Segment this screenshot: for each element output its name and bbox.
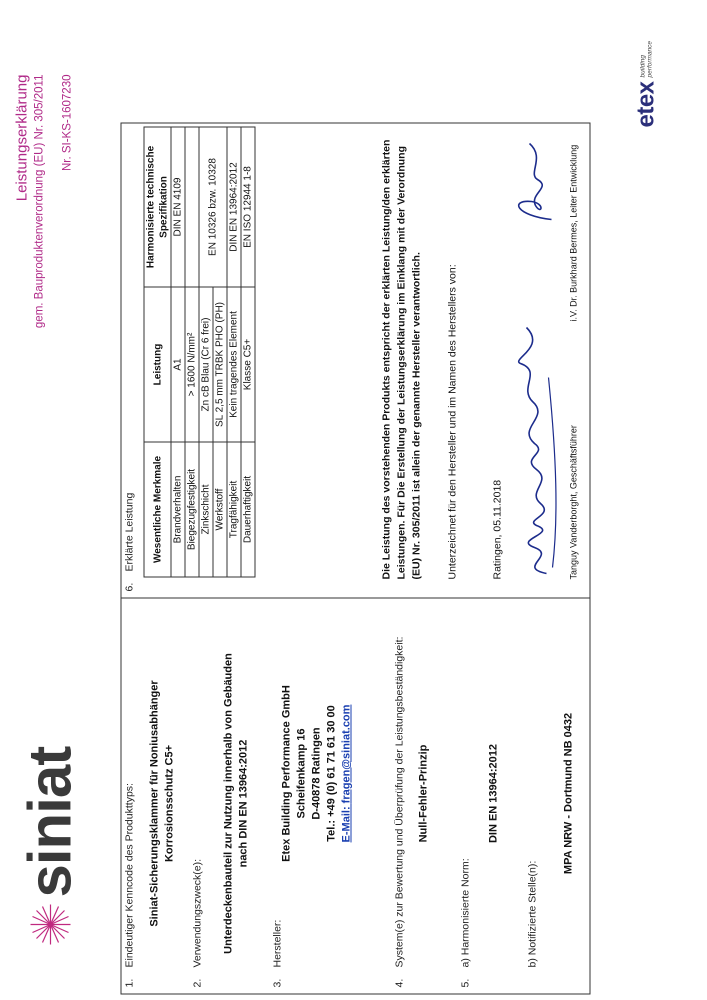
declaration-of-performance-sheet [1,0,707,1000]
cell-characteristic: Dauerhaftigkeit [241,442,255,577]
cell-performance: Kein tragendes Element [227,287,241,442]
document-title: Leistungserklärung [13,74,31,202]
declaration-statement: Die Leistung des vorstehenden Produkts entspricht der erklärten Leistung/den erklärten Leistungen. Für Die Erstellung der Leistungserklärung im Einklang mit der Verordnung (EU) Nr. 305/2011 ist allein der genannte Hersteller verantwortlich. [380,139,423,580]
section-5b-label: b) Notifizierte Stelle(n): [526,860,539,968]
section-1-label: 1.Eindeutiger Kenncode des Produkttyps: [123,783,136,988]
table-row [241,127,255,577]
signer-1-name: Tanguy Vanderborght, Geschäftsführer [568,425,579,580]
table-row [199,127,213,577]
etex-tagline: building performance [639,40,654,78]
cell-characteristic: Zinkschicht [199,442,213,577]
performance-table [144,127,256,578]
table-row [227,127,241,577]
signed-on-behalf: Unterzeichnet für den Hersteller und im Namen des Herstellers von: [446,264,459,580]
etex-logo [633,41,661,128]
header-characteristics: Wesentliche Merkmale [144,442,171,577]
cell-performance: Klasse C5+ [241,287,255,442]
section-3-label: 3.Hersteller: [271,919,284,988]
place-date: Ratingen, 05.11.2018 [491,479,504,580]
right-column [122,124,590,598]
cell-specification: DIN EN 4109 [171,127,185,287]
cell-performance: Zn cB Blau (Cr 6 frei) [199,287,213,442]
siniat-logo [16,746,84,948]
cell-performance: A1 [171,287,185,442]
cell-performance: > 1600 N/mm² [185,287,199,442]
signature-2 [502,138,564,228]
manufacturer-city: D-40878 Ratingen [310,727,323,820]
signature-1 [507,318,569,578]
etex-wordmark: etex [632,81,660,128]
starburst-icon [28,902,74,948]
logo-text: siniat [16,746,84,898]
product-code: Siniat-Sicherungsklammer für Noniusabhänger Korrosionsschutz C5+ [148,680,176,927]
email-link[interactable]: fragen@siniat.com [340,704,353,804]
intended-use: Unterdeckenbauteil zur Nutzung innerhalb von Gebäuden nach DIN EN 13964:2012 [222,653,250,954]
cell-specification [185,127,199,287]
manufacturer-street: Scheifenkamp 16 [295,728,308,819]
manufacturer-phone: Tel.: +49 (0) 61 71 61 30 00 [325,705,338,842]
cell-characteristic: Werkstoff [213,442,227,577]
document-subtitle: gem. Bauproduktenverordnung (EU) Nr. 305/2011 [33,74,46,329]
table-row [185,127,199,577]
table-row [171,127,185,577]
main-frame [121,123,591,995]
manufacturer-email: E-Mail: fragen@siniat.com [340,704,353,843]
document-header [13,75,76,329]
assessment-system: Null-Fehler-Prinzip [417,744,430,843]
cell-specification: EN ISO 12944 1-8 [241,127,255,287]
cell-specification: DIN EN 13964:2012 [227,127,241,287]
document-number: Nr. SI-KS-1607230 [61,74,74,172]
header-specification: Harmonisierte technische Spezifikation [144,127,171,287]
cell-characteristic: Biegezugfestigkeit [185,442,199,577]
section-2-label: 2.Verwendungszweck(e): [191,858,204,988]
section-4-label: 4.System(e) zur Bewertung und Überprüfung der Leistungsbeständigkeit: [393,636,406,988]
notified-body: MPA NRW - Dortmund NB 0432 [562,712,575,875]
left-column [122,598,590,994]
harmonised-standard: DIN EN 13964:2012 [487,743,500,844]
section-6-label: 6.Erklärte Leistung [123,492,136,592]
cell-characteristic: Tragfähigkeit [227,442,241,577]
cell-specification: EN 10326 bzw. 10328 [199,127,227,287]
signer-2-name: i.V. Dr. Burkhard Bermes, Leiter Entwicklung [568,144,579,322]
table-header-row [144,127,171,577]
cell-performance: SL 2,5 mm TRBK PHO (PH) [213,287,227,442]
cell-characteristic: Brandverhalten [171,442,185,577]
manufacturer-company: Etex Building Performance GmbH [280,685,293,862]
header-performance: Leistung [144,287,171,442]
section-5a-label: 5.a) Harmonisierte Norm: [459,858,472,988]
